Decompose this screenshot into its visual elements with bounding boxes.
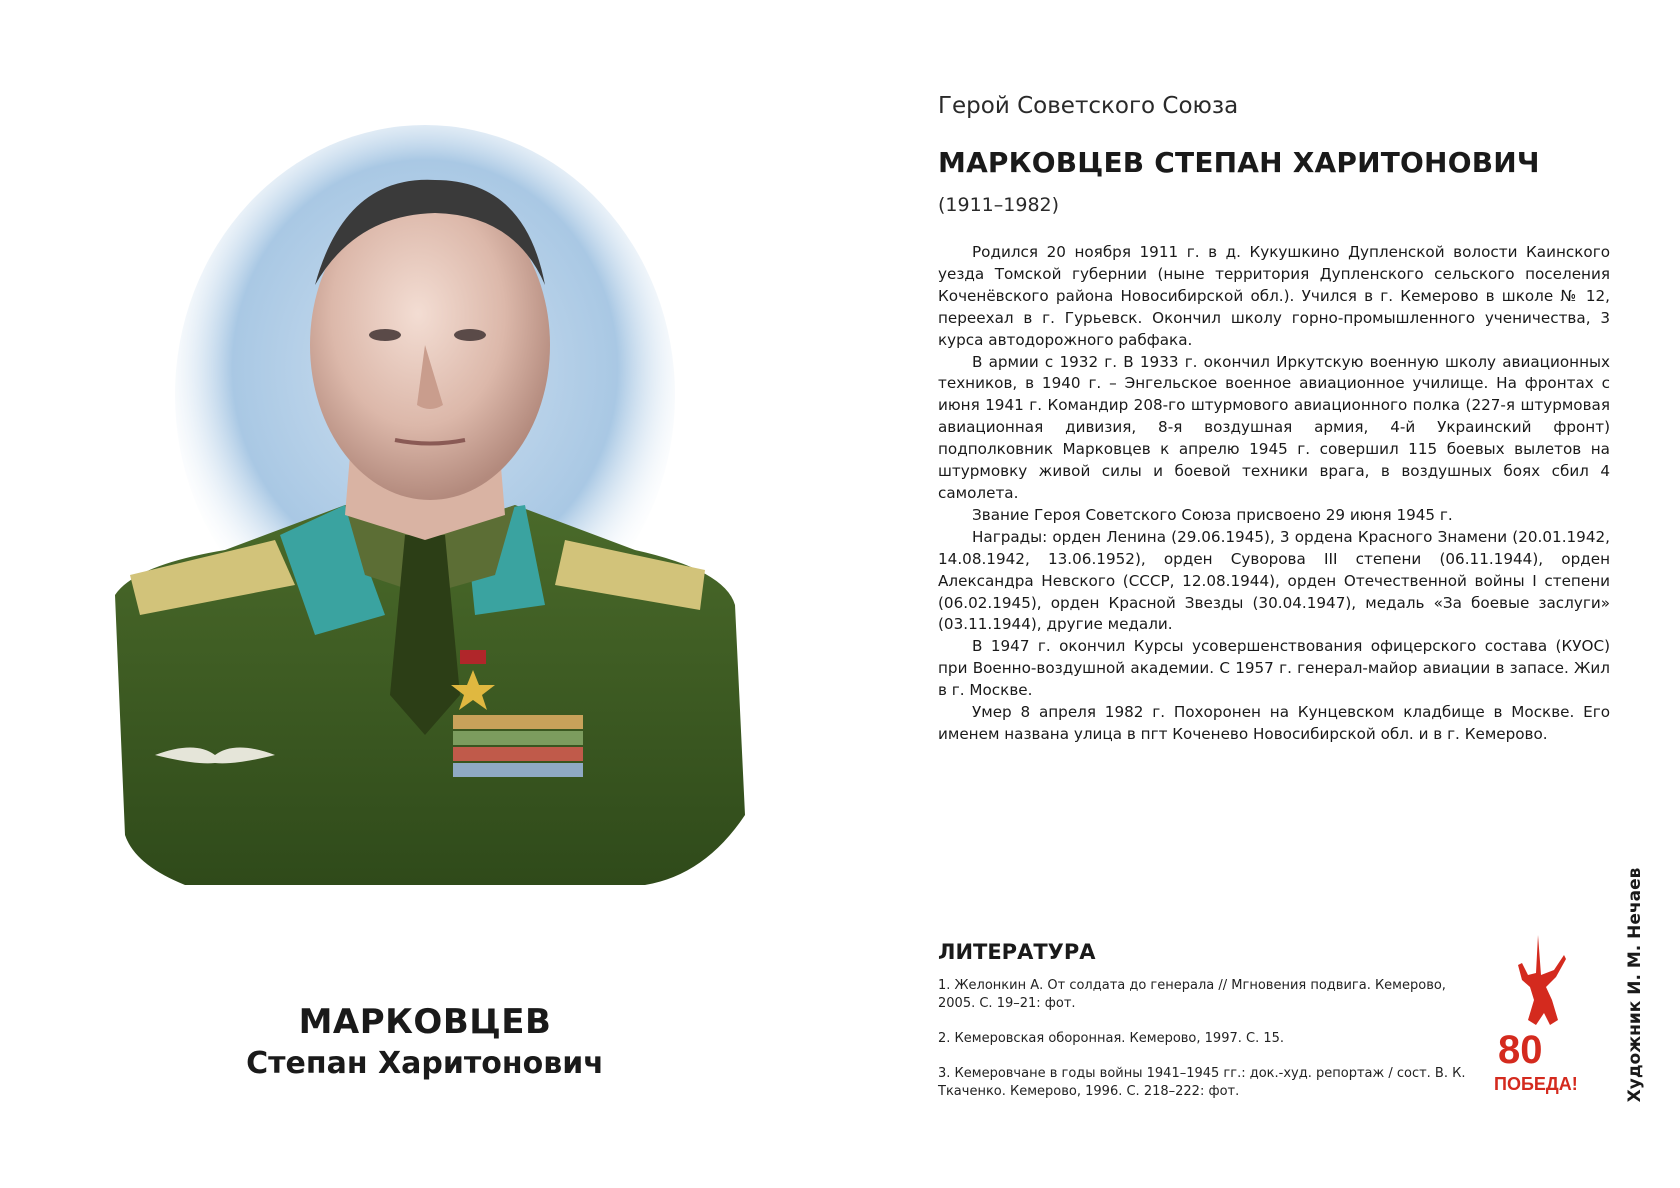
bio-paragraph: Родился 20 ноября 1911 г. в д. Кукушкино Дупленской волости Каинского уезда Томской губернии (ныне территория Дупленского сельского поселения Коченёвского района Новосибирской обл.). Учился в г. Кемерово в школе № 12, переехал в г. Гурьевск. Окончил школу горно-промышленного ученичества, 3 курса автодорожного рабфака.	[938, 243, 1610, 349]
bio-paragraph: В армии с 1932 г. В 1933 г. окончил Иркутскую военную школу авиационных техников, в 1940 г. – Энгельское военное авиационное училище. На фронтах с июня 1941 г. Командир 208-го штурмового авиационного полка (227-я штурмовая авиационная дивизия, 8-я воздушная армия, 4-й Украинский фронт) подполковник Марковцев к апрелю 1945 г. совершил 115 боевых вылетов на штурмовку живой силы и боевой техники врага, в воздушных боях сбил 4 самолета.	[938, 352, 1610, 502]
caption-surname: МАРКОВЦЕВ	[298, 1002, 552, 1042]
bio-paragraph: Умер 8 апреля 1982 г. Похоронен на Кунцевском кладбище в Москве. Его именем названа улица в пгт Коченево Новосибирской обл. и в г. Кемерово.	[938, 703, 1610, 743]
logo-number: 80	[1498, 1028, 1543, 1072]
motherland-statue-icon	[1518, 935, 1566, 1025]
bio-paragraph: Звание Героя Советского Союза присвоено 29 июня 1945 г.	[972, 505, 1453, 524]
hero-title: Герой Советского Союза	[938, 93, 1239, 119]
artist-credit	[1615, 865, 1655, 1105]
ribbon-bar-1	[453, 715, 583, 729]
bio-paragraph: Награды: орден Ленина (29.06.1945), 3 ордена Красного Знамени (20.01.1942, 14.08.1942, 13.06.1952), орден Суворова III степени (06.11.1944), орден Александра Невского (СССР, 12.08.1944), орден Отечественной войны I степени (06.02.1945), орден Красной Звезды (30.04.1947), медаль «За боевые заслуги» (03.11.1944), другие медали.	[938, 527, 1610, 634]
portrait-painting	[45, 95, 805, 945]
life-years: (1911–1982)	[938, 194, 1060, 216]
eye-right	[454, 329, 486, 341]
portrait-caption	[45, 1000, 805, 1084]
victory-80-logo	[1494, 925, 1584, 1100]
ribbon-bar-4	[453, 763, 583, 777]
literature-item: 2. Кемеровская оборонная. Кемерово, 1997. С. 15.	[938, 1031, 1285, 1046]
literature-heading: ЛИТЕРАТУРА	[938, 940, 1096, 964]
literature-list	[938, 977, 1478, 1118]
logo-word: ПОБЕДА!	[1494, 1074, 1578, 1094]
ribbon-bar-2	[453, 731, 583, 745]
biography-text	[938, 242, 1610, 746]
full-name-heading: МАРКОВЦЕВ СТЕПАН ХАРИТОНОВИЧ	[938, 146, 1540, 179]
ribbon-bar-3	[453, 747, 583, 761]
caption-given-names: Степан Харитонович	[246, 1046, 604, 1081]
eye-left	[369, 329, 401, 341]
literature-item: 3. Кемеровчане в годы войны 1941–1945 гг.: док.-худ. репортаж / сост. В. К. Ткаченко. Кемерово, 1996. С. 218–222: фот.	[938, 1066, 1466, 1099]
bio-paragraph: В 1947 г. окончил Курсы усовершенствования офицерского состава (КУОС) при Военно-воздушной академии. С 1957 г. генерал-майор авиации в запасе. Жил в г. Москве.	[938, 637, 1610, 700]
hero-ribbon	[460, 650, 486, 664]
literature-item: 1. Желонкин А. От солдата до генерала // Мгновения подвига. Кемерово, 2005. С. 19–21: фот.	[938, 978, 1446, 1011]
portrait-area	[45, 95, 805, 1081]
artist-name: Художник И. М. Нечаев	[1625, 867, 1645, 1103]
